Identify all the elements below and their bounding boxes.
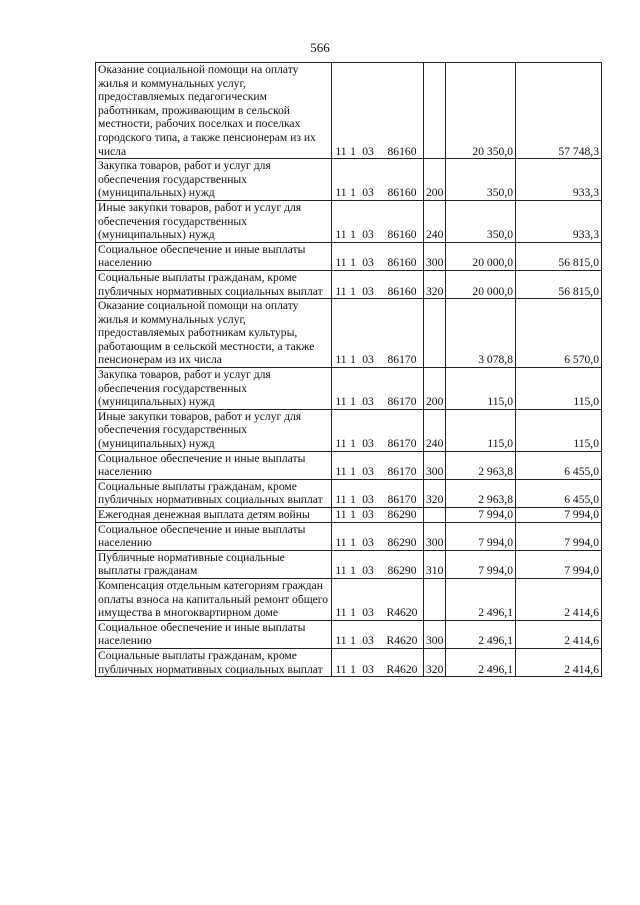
code-part: 03 — [362, 144, 374, 158]
row-code — [332, 409, 424, 451]
table-row — [96, 451, 602, 479]
code-part: 11 — [335, 144, 347, 158]
table-row — [96, 550, 602, 578]
code-part: 1 — [350, 144, 356, 158]
table-row — [96, 409, 602, 451]
code-part: 03 — [362, 465, 374, 479]
row-amount-1: 350,0 — [446, 200, 516, 242]
code-part: 11 — [335, 536, 347, 550]
code-part: 86290 — [387, 536, 417, 550]
row-name: Компенсация отдельным категориям граждан оплаты взноса на капитальный ремонт общего имущества в многоквартирном доме — [96, 578, 332, 620]
code-part: 03 — [362, 353, 374, 367]
row-amount-2: 6 455,0 — [516, 479, 602, 507]
table-row — [96, 522, 602, 550]
row-amount-1: 20 350,0 — [446, 63, 516, 159]
code-part: 86290 — [387, 508, 417, 521]
table-row — [96, 648, 602, 676]
code-part: 11 — [335, 186, 347, 200]
code-part: R4620 — [386, 606, 418, 620]
row-code — [332, 451, 424, 479]
row-amount-2: 56 815,0 — [516, 242, 602, 270]
table-row — [96, 159, 602, 201]
row-amount-1: 2 963,8 — [446, 451, 516, 479]
code-part: 1 — [350, 536, 356, 550]
row-amount-2: 933,3 — [516, 200, 602, 242]
row-expense-type — [424, 299, 446, 368]
row-amount-1: 3 078,8 — [446, 299, 516, 368]
row-amount-1: 115,0 — [446, 409, 516, 451]
code-part: 86160 — [387, 284, 417, 298]
code-part: 86160 — [387, 186, 417, 200]
code-part: 11 — [335, 256, 347, 270]
row-name: Иные закупки товаров, работ и услуг для обеспечения государственных (муниципальных) нужд — [96, 409, 332, 451]
code-part: 03 — [362, 662, 374, 676]
code-part: 1 — [350, 508, 356, 521]
row-amount-2: 2 414,6 — [516, 648, 602, 676]
code-part: 1 — [350, 564, 356, 578]
row-amount-1: 7 994,0 — [446, 550, 516, 578]
row-expense-type — [424, 508, 446, 523]
row-code — [332, 620, 424, 648]
row-name: Закупка товаров, работ и услуг для обеспечения государственных (муниципальных) нужд — [96, 368, 332, 410]
code-part: 03 — [362, 606, 374, 620]
row-name: Закупка товаров, работ и услуг для обеспечения государственных (муниципальных) нужд — [96, 159, 332, 201]
row-code — [332, 200, 424, 242]
row-name: Социальные выплаты гражданам, кроме публичных нормативных социальных выплат — [96, 270, 332, 298]
row-expense-type — [424, 63, 446, 159]
row-expense-type: 320 — [424, 648, 446, 676]
row-expense-type: 300 — [424, 242, 446, 270]
row-amount-1: 7 994,0 — [446, 508, 516, 523]
row-expense-type: 200 — [424, 159, 446, 201]
row-amount-2: 2 414,6 — [516, 620, 602, 648]
row-expense-type: 240 — [424, 409, 446, 451]
budget-table — [95, 62, 602, 677]
code-part: 03 — [362, 493, 374, 507]
row-amount-1: 2 496,1 — [446, 620, 516, 648]
code-part: 11 — [335, 634, 347, 648]
code-part: R4620 — [386, 662, 418, 676]
table-row — [96, 299, 602, 368]
row-amount-2: 57 748,3 — [516, 63, 602, 159]
row-code — [332, 368, 424, 410]
row-name: Социальное обеспечение и иные выплаты населению — [96, 451, 332, 479]
row-name: Ежегодная денежная выплата детям войны — [96, 508, 332, 523]
row-code — [332, 508, 424, 523]
row-name: Оказание социальной помощи на оплату жилья и коммунальных услуг, предоставляемых работникам культуры, работающим в сельской местности, а также пенсионерам из их числа — [96, 299, 332, 368]
row-code — [332, 63, 424, 159]
code-part: 1 — [350, 284, 356, 298]
code-part: 11 — [335, 437, 347, 451]
row-expense-type: 200 — [424, 368, 446, 410]
code-part: 03 — [362, 284, 374, 298]
row-amount-1: 2 496,1 — [446, 578, 516, 620]
row-amount-1: 20 000,0 — [446, 242, 516, 270]
table-row — [96, 63, 602, 159]
code-part: 11 — [335, 606, 347, 620]
code-part: 1 — [350, 606, 356, 620]
code-part: 03 — [362, 395, 374, 409]
code-part: R4620 — [386, 634, 418, 648]
code-part: 03 — [362, 228, 374, 242]
code-part: 03 — [362, 634, 374, 648]
row-amount-2: 115,0 — [516, 368, 602, 410]
table-row — [96, 270, 602, 298]
code-part: 86160 — [387, 144, 417, 158]
code-part: 1 — [350, 353, 356, 367]
code-part: 03 — [362, 508, 374, 521]
code-part: 11 — [335, 662, 347, 676]
code-part: 11 — [335, 228, 347, 242]
code-part: 86170 — [387, 493, 417, 507]
code-part: 1 — [350, 662, 356, 676]
row-name: Социальное обеспечение и иные выплаты населению — [96, 620, 332, 648]
code-part: 86170 — [387, 437, 417, 451]
code-part: 1 — [350, 493, 356, 507]
table-row — [96, 479, 602, 507]
code-part: 11 — [335, 395, 347, 409]
code-part: 03 — [362, 437, 374, 451]
row-code — [332, 479, 424, 507]
row-expense-type: 320 — [424, 270, 446, 298]
code-part: 86170 — [387, 395, 417, 409]
code-part: 86160 — [387, 256, 417, 270]
row-expense-type: 300 — [424, 451, 446, 479]
row-expense-type: 300 — [424, 620, 446, 648]
code-part: 11 — [335, 284, 347, 298]
table-row — [96, 242, 602, 270]
code-part: 1 — [350, 186, 356, 200]
row-name: Социальное обеспечение и иные выплаты населению — [96, 242, 332, 270]
code-part: 11 — [335, 353, 347, 367]
page-number: 566 — [310, 40, 330, 55]
row-expense-type: 320 — [424, 479, 446, 507]
code-part: 1 — [350, 228, 356, 242]
row-name: Социальное обеспечение и иные выплаты населению — [96, 522, 332, 550]
row-code — [332, 578, 424, 620]
table-row — [96, 368, 602, 410]
row-amount-1: 2 496,1 — [446, 648, 516, 676]
row-expense-type: 240 — [424, 200, 446, 242]
row-amount-2: 6 570,0 — [516, 299, 602, 368]
row-amount-1: 7 994,0 — [446, 522, 516, 550]
row-expense-type: 310 — [424, 550, 446, 578]
row-amount-2: 7 994,0 — [516, 522, 602, 550]
row-amount-2: 2 414,6 — [516, 578, 602, 620]
row-amount-2: 6 455,0 — [516, 451, 602, 479]
row-amount-1: 20 000,0 — [446, 270, 516, 298]
row-amount-2: 56 815,0 — [516, 270, 602, 298]
table-row — [96, 508, 602, 523]
code-part: 11 — [335, 465, 347, 479]
row-code — [332, 522, 424, 550]
code-part: 1 — [350, 395, 356, 409]
code-part: 03 — [362, 564, 374, 578]
code-part: 1 — [350, 634, 356, 648]
row-amount-2: 933,3 — [516, 159, 602, 201]
code-part: 1 — [350, 465, 356, 479]
code-part: 86170 — [387, 465, 417, 479]
row-amount-2: 7 994,0 — [516, 508, 602, 523]
code-part: 86290 — [387, 564, 417, 578]
row-amount-1: 2 963,8 — [446, 479, 516, 507]
table-row — [96, 578, 602, 620]
row-code — [332, 270, 424, 298]
row-code — [332, 648, 424, 676]
code-part: 86170 — [387, 353, 417, 367]
row-name: Социальные выплаты гражданам, кроме публичных нормативных социальных выплат — [96, 479, 332, 507]
row-amount-2: 7 994,0 — [516, 550, 602, 578]
row-amount-2: 115,0 — [516, 409, 602, 451]
code-part: 1 — [350, 256, 356, 270]
row-name: Социальные выплаты гражданам, кроме публичных нормативных социальных выплат — [96, 648, 332, 676]
code-part: 03 — [362, 256, 374, 270]
row-code — [332, 299, 424, 368]
row-name: Иные закупки товаров, работ и услуг для обеспечения государственных (муниципальных) нужд — [96, 200, 332, 242]
row-expense-type — [424, 578, 446, 620]
code-part: 03 — [362, 186, 374, 200]
row-code — [332, 550, 424, 578]
code-part: 1 — [350, 437, 356, 451]
row-expense-type: 300 — [424, 522, 446, 550]
code-part: 03 — [362, 536, 374, 550]
row-name: Публичные нормативные социальные выплаты гражданам — [96, 550, 332, 578]
table-row — [96, 200, 602, 242]
row-name: Оказание социальной помощи на оплату жилья и коммунальных услуг, предоставляемых педагогическим работникам, проживающим в сельской местности, рабочих поселках и поселках городского типа, а также пенсионерам из их числа — [96, 63, 332, 159]
code-part: 11 — [335, 493, 347, 507]
code-part: 11 — [335, 564, 347, 578]
row-code — [332, 242, 424, 270]
table-row — [96, 620, 602, 648]
code-part: 11 — [335, 508, 347, 521]
row-amount-1: 350,0 — [446, 159, 516, 201]
row-amount-1: 115,0 — [446, 368, 516, 410]
row-code — [332, 159, 424, 201]
code-part: 86160 — [387, 228, 417, 242]
